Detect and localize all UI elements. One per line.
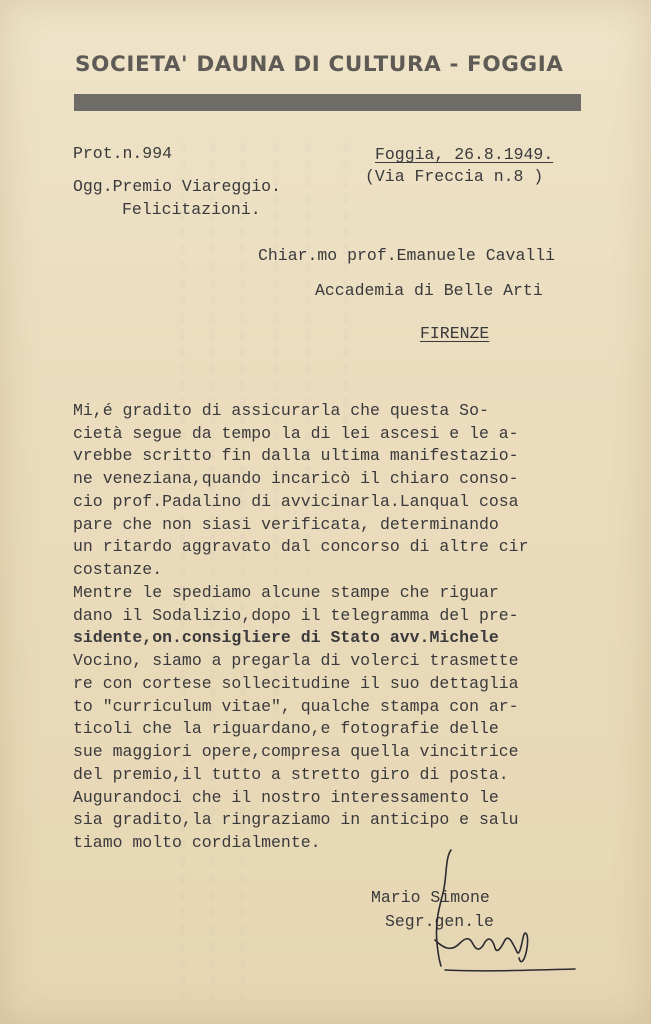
bleed-through-text: ▯▯▯▯▯▯▯▯▯▯▯▯▯▯▯▯▯▯▯▯▯▯▯▯▯▯▯▯▯▯▯▯▯▯▯▯▯▯▯▯▯▯▯▯▯▯▯▯▯▯▯: [235, 140, 250, 1007]
signer-name: Mario Simone: [371, 888, 490, 907]
subject-line-2: Felicitazioni.: [122, 200, 261, 219]
body-line: del premio,il tutto a stretto giro di posta.: [73, 765, 509, 784]
subject-line: Ogg.Premio Viareggio.: [73, 177, 281, 196]
bleed-through-text: ▯▯▯▯▯▯▯▯▯▯▯▯▯▯▯▯▯▯▯▯▯▯▯▯▯▯▯▯▯▯▯▯▯▯▯▯▯▯▯▯▯▯▯▯▯▯▯▯▯▯▯: [175, 140, 190, 1007]
body-line: sue maggiori opere,compresa quella vincitrice: [73, 742, 519, 761]
body-line: cietà segue da tempo la di lei ascesi e le a-: [73, 424, 519, 443]
place-date: Foggia, 26.8.1949.: [375, 145, 554, 164]
handwritten-signature: [425, 848, 585, 978]
body-line: costanze.: [73, 560, 163, 579]
body-line: Mentre le spediamo alcune stampe che riguar: [73, 583, 499, 602]
body-line: un ritardo aggravato dal concorso di altre cir: [73, 537, 529, 556]
protocol-number: Prot.n.994: [73, 144, 173, 163]
letterhead-rule: [74, 94, 581, 111]
body-line: sia gradito,la ringraziamo in anticipo e salu: [73, 810, 519, 829]
body-line: tiamo molto cordialmente.: [73, 833, 321, 852]
body-line: ne veneziana,quando incaricò il chiaro conso-: [73, 469, 519, 488]
bleed-through-text: ▯▯▯▯▯▯▯▯▯▯▯▯▯▯▯▯▯▯▯▯: [338, 140, 353, 480]
body-line: dano il Sodalizio,dopo il telegramma del pre-: [73, 606, 519, 625]
bleed-through-text: ▯▯▯▯▯▯▯▯▯▯▯▯▯▯▯▯▯▯▯▯▯▯▯▯▯▯▯▯▯▯▯▯▯▯▯▯▯▯▯▯▯▯▯▯▯▯▯▯▯▯▯: [205, 140, 220, 1007]
body-line: cio prof.Padalino di avvicinarla.Lanqual cosa: [73, 492, 519, 511]
signer-role: Segr.gen.le: [385, 912, 494, 931]
body-line: ticoli che la riguardano,e fotografie delle: [73, 719, 499, 738]
body-line: Augurandoci che il nostro interessamento le: [73, 788, 499, 807]
body-line: re con cortese sollecitudine il suo dettaglia: [73, 674, 519, 693]
recipient-institution: Accademia di Belle Arti: [315, 281, 543, 300]
bleed-through-text: ▯▯▯▯▯▯▯▯▯▯▯▯▯▯▯▯▯▯▯▯▯▯▯▯▯▯▯▯▯▯▯▯▯▯: [268, 140, 283, 718]
body-line: Mi,é gradito di assicurarla che questa So-: [73, 401, 489, 420]
body-line: sidente,on.consigliere di Stato avv.Michele: [73, 628, 499, 647]
sender-address: (Via Freccia n.8 ): [365, 167, 544, 186]
letterhead-title: SOCIETA' DAUNA DI CULTURA - FOGGIA: [75, 52, 564, 77]
recipient-city: FIRENZE: [420, 324, 490, 343]
body-line: vrebbe scritto fin dalla ultima manifestazio-: [73, 446, 519, 465]
body-line: to "curriculum vitae", qualche stampa con ar-: [73, 697, 519, 716]
bleed-through-text: ▯▯▯▯▯▯▯▯▯▯▯▯▯▯▯▯▯▯▯▯▯▯▯▯▯▯▯▯▯▯▯: [300, 140, 315, 667]
body-line: Vocino, siamo a pregarla di volerci trasmette: [73, 651, 519, 670]
body-line: pare che non siasi verificata, determinando: [73, 515, 499, 534]
recipient-name: Chiar.mo prof.Emanuele Cavalli: [258, 246, 556, 265]
